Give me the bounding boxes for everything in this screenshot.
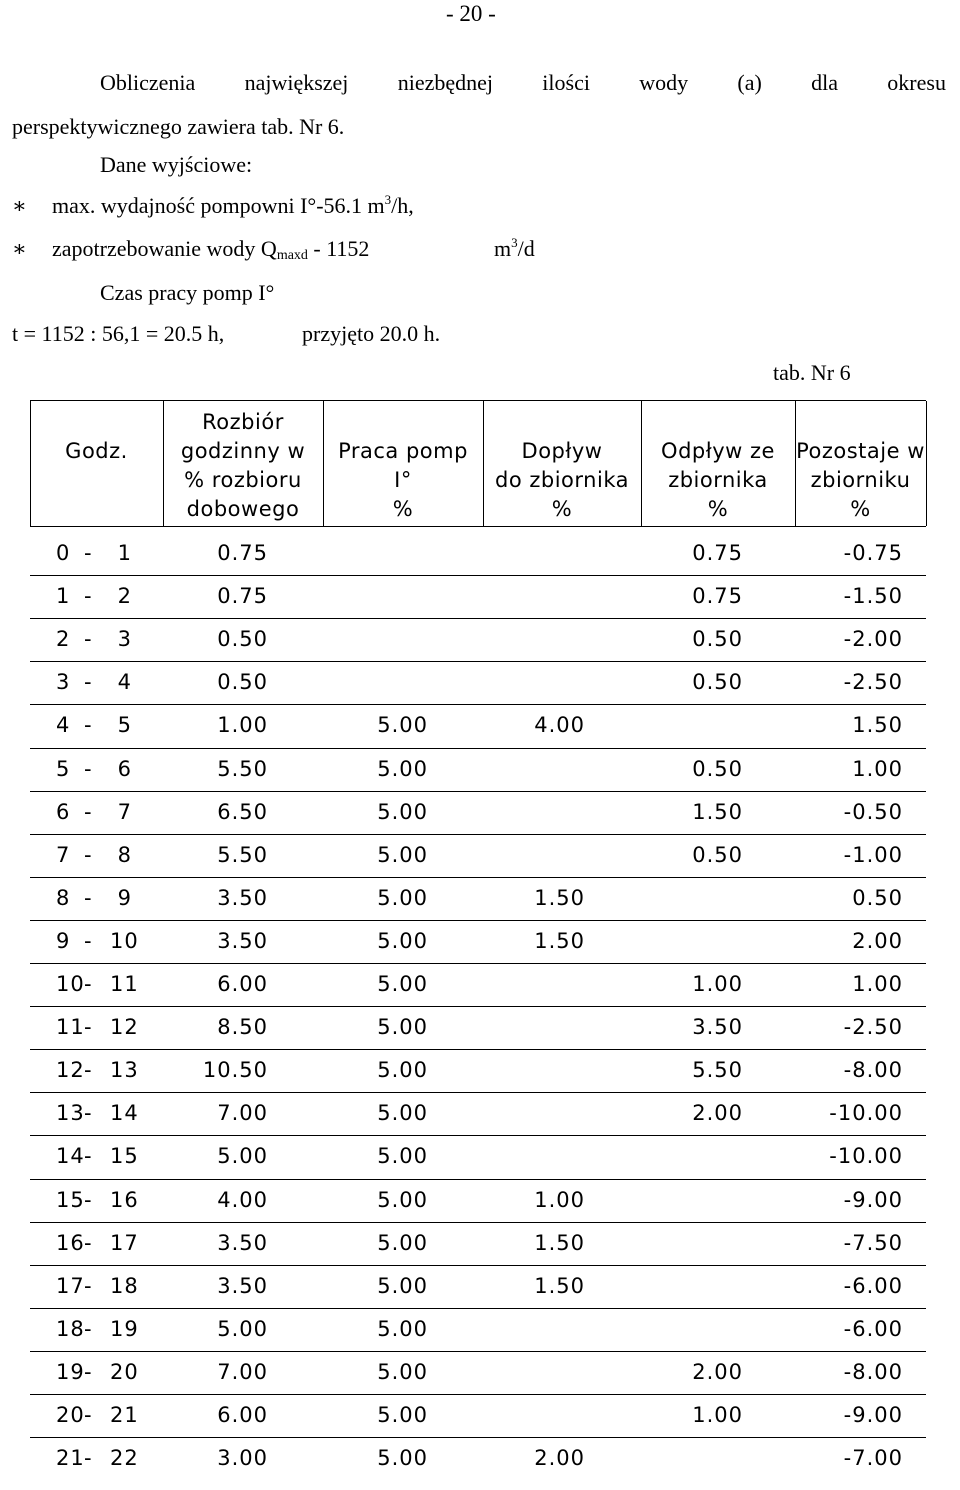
hour-start: 16 — [56, 1230, 85, 1255]
hour-start: 9 — [56, 928, 71, 953]
consumption-cell: 3.50 — [217, 885, 268, 910]
hour-dash: - — [84, 584, 93, 609]
hour-start: 1 — [56, 584, 71, 609]
intro-word: (a) — [737, 70, 762, 95]
hour-dash: - — [84, 972, 93, 996]
bullet-water-demand: zapotrzebowanie wody $Q_{maxd} - 1152$ — [52, 236, 370, 263]
intro-word: wody — [639, 70, 689, 95]
row-divider — [30, 1394, 926, 1395]
table-row — [0, 1232, 960, 1275]
hour-start: 6 — [56, 799, 71, 824]
table-row — [0, 542, 960, 585]
table-row — [0, 1275, 960, 1318]
pump-cell: 5.00 — [377, 972, 428, 996]
remaining-cell: -10.00 — [829, 1144, 903, 1169]
table-label: tab. Nr 6 — [773, 360, 851, 385]
consumption-cell: 3.00 — [217, 1446, 268, 1471]
hour-start: 10 — [56, 972, 85, 996]
consumption-cell: 0.75 — [217, 584, 268, 609]
pump-cell: 5.00 — [377, 713, 428, 738]
hour-end: 17 — [110, 1230, 139, 1255]
consumption-cell: 1.00 — [217, 713, 268, 738]
row-divider — [30, 920, 926, 921]
table-row — [0, 1102, 960, 1145]
inflow-cell: 1.50 — [534, 885, 585, 910]
hour-end: 21 — [110, 1403, 139, 1427]
hour-dash: - — [84, 541, 93, 565]
hour-dash: - — [84, 1446, 93, 1471]
header-outflow: Odpływ ze zbiornika % — [661, 439, 775, 521]
hour-end: 6 — [117, 756, 132, 781]
hour-end: 8 — [117, 842, 132, 867]
pump-cell: 5.00 — [377, 1273, 428, 1298]
pump-cell: 5.00 — [377, 1359, 428, 1384]
hour-end: 20 — [110, 1359, 139, 1384]
table-row — [0, 1059, 960, 1102]
remaining-cell: -9.00 — [843, 1403, 903, 1427]
consumption-cell: 3.50 — [217, 1273, 268, 1298]
pump-cell: 5.00 — [377, 1446, 428, 1471]
remaining-cell: -7.50 — [843, 1230, 903, 1255]
inflow-cell: 4.00 — [534, 713, 585, 738]
table-row — [0, 758, 960, 801]
hour-start: 15 — [56, 1187, 85, 1212]
hour-dash: - — [84, 756, 93, 781]
header-remaining: Pozostaje w zbiorniku % — [796, 439, 925, 521]
hour-dash: - — [84, 1230, 93, 1255]
intro-word: największej — [244, 70, 349, 95]
pump-cell: 5.00 — [377, 1015, 428, 1040]
hour-start: 21 — [56, 1446, 85, 1471]
outflow-cell: 0.75 — [692, 541, 743, 565]
bullet-pump-capacity: max. wydajność pompowni I°-56.1 $m^3/h$, — [52, 192, 414, 218]
row-divider — [30, 575, 926, 576]
row-divider — [30, 704, 926, 705]
accepted-time: przyjęto 20.0 h. — [302, 321, 441, 346]
table-row — [0, 1361, 960, 1404]
row-divider — [30, 791, 926, 792]
pump-cell: 5.00 — [377, 1316, 428, 1341]
pump-cell: 5.00 — [377, 756, 428, 781]
table-row — [0, 801, 960, 844]
row-divider — [30, 661, 926, 662]
consumption-cell: 8.50 — [217, 1015, 268, 1040]
outflow-cell: 0.75 — [692, 584, 743, 609]
row-divider — [30, 1437, 926, 1438]
table-row — [0, 585, 960, 628]
hour-end: 3 — [117, 627, 132, 652]
hour-dash: - — [84, 1144, 93, 1169]
intro-word: Obliczenia — [100, 70, 196, 95]
consumption-cell: 3.50 — [217, 1230, 268, 1255]
hour-dash: - — [84, 1273, 93, 1298]
hour-end: 10 — [110, 928, 139, 953]
remaining-cell: 1.00 — [852, 756, 903, 781]
table-row — [0, 973, 960, 1016]
row-divider — [30, 834, 926, 835]
row-divider — [30, 963, 926, 964]
hour-start: 11 — [56, 1015, 85, 1040]
remaining-cell: -6.00 — [843, 1273, 903, 1298]
hour-dash: - — [84, 842, 93, 867]
table-row — [0, 1404, 960, 1447]
pump-time-heading: Czas pracy pomp I° — [100, 280, 275, 305]
table-row — [0, 628, 960, 671]
hour-dash: - — [84, 1403, 93, 1427]
inflow-cell: 1.50 — [534, 1273, 585, 1298]
consumption-cell: 0.50 — [217, 627, 268, 652]
hour-end: 11 — [110, 972, 139, 996]
pump-cell: 5.00 — [377, 1187, 428, 1212]
hour-end: 14 — [110, 1101, 139, 1126]
outflow-cell: 0.50 — [692, 627, 743, 652]
hour-start: 4 — [56, 713, 71, 738]
input-data-heading: Dane wyjściowe: — [100, 152, 253, 177]
pump-cell: 5.00 — [377, 1403, 428, 1427]
consumption-cell: 7.00 — [217, 1359, 268, 1384]
header-hourly-consumption: Rozbiór godzinny w % rozbioru dobowego — [180, 410, 306, 521]
page-number: - 20 - — [446, 1, 496, 26]
header-inflow: Dopływ do zbiornika % — [495, 439, 629, 521]
intro-line-1 — [100, 70, 946, 96]
hour-start: 12 — [56, 1058, 85, 1083]
hour-end: 9 — [117, 885, 132, 910]
remaining-cell: 2.00 — [852, 928, 903, 953]
consumption-cell: 6.50 — [217, 799, 268, 824]
pump-cell: 5.00 — [377, 842, 428, 867]
row-divider — [30, 1135, 926, 1136]
outflow-cell: 5.50 — [692, 1058, 743, 1083]
hour-end: 4 — [117, 670, 132, 695]
pump-cell: 5.00 — [377, 1058, 428, 1083]
pump-cell: 5.00 — [377, 1230, 428, 1255]
remaining-cell: 1.50 — [852, 713, 903, 738]
hour-dash: - — [84, 1101, 93, 1126]
pump-cell: 5.00 — [377, 799, 428, 824]
consumption-cell: 5.00 — [217, 1316, 268, 1341]
hour-dash: - — [84, 799, 93, 824]
hour-start: 17 — [56, 1273, 85, 1298]
hour-dash: - — [84, 928, 93, 953]
hour-end: 7 — [117, 799, 132, 824]
consumption-cell: 10.50 — [202, 1058, 268, 1083]
hour-dash: - — [84, 713, 93, 738]
consumption-cell: 4.00 — [217, 1187, 268, 1212]
hour-start: 8 — [56, 885, 71, 910]
remaining-cell: -6.00 — [843, 1316, 903, 1341]
outflow-cell: 0.50 — [692, 756, 743, 781]
remaining-cell: -1.50 — [843, 584, 903, 609]
remaining-cell: 1.00 — [852, 972, 903, 996]
table-row — [0, 930, 960, 973]
hour-start: 5 — [56, 756, 71, 781]
table-row — [0, 844, 960, 887]
table-row — [0, 887, 960, 930]
consumption-cell: 5.00 — [217, 1144, 268, 1169]
intro-line-2: perspektywicznego zawiera tab. Nr 6. — [12, 114, 345, 139]
hour-dash: - — [84, 1316, 93, 1341]
consumption-cell: 0.50 — [217, 670, 268, 695]
consumption-cell: 6.00 — [217, 1403, 268, 1427]
outflow-cell: 0.50 — [692, 670, 743, 695]
table-row — [0, 1447, 960, 1490]
remaining-cell: -2.50 — [843, 1015, 903, 1040]
hour-dash: - — [84, 1187, 93, 1212]
inflow-cell: 1.50 — [534, 928, 585, 953]
hour-end: 22 — [110, 1446, 139, 1471]
inflow-cell: 2.00 — [534, 1446, 585, 1471]
hour-dash: - — [84, 1058, 93, 1083]
intro-word: okresu — [887, 70, 946, 95]
remaining-cell: -0.50 — [843, 799, 903, 824]
hour-start: 18 — [56, 1316, 85, 1341]
row-divider — [30, 1179, 926, 1180]
remaining-cell: 0.50 — [852, 885, 903, 910]
pump-cell: 5.00 — [377, 1144, 428, 1169]
row-divider — [30, 1092, 926, 1093]
row-divider — [30, 748, 926, 749]
hour-end: 2 — [117, 584, 132, 609]
row-divider — [30, 877, 926, 878]
hour-start: 13 — [56, 1101, 85, 1126]
remaining-cell: -1.00 — [843, 842, 903, 867]
hour-start: 0 — [56, 541, 71, 565]
table-top-border — [30, 400, 926, 401]
remaining-cell: -7.00 — [843, 1446, 903, 1471]
outflow-cell: 2.00 — [692, 1101, 743, 1126]
hour-dash: - — [84, 1359, 93, 1384]
hour-start: 2 — [56, 627, 71, 652]
time-formula: t = 1152 : 56,1 = 20.5 h, — [12, 321, 225, 346]
table-header-border — [30, 526, 926, 527]
table-row — [0, 1318, 960, 1361]
remaining-cell: -2.50 — [843, 670, 903, 695]
row-divider — [30, 1222, 926, 1223]
hour-start: 20 — [56, 1403, 85, 1427]
inflow-cell: 1.00 — [534, 1187, 585, 1212]
pump-cell: 5.00 — [377, 1101, 428, 1126]
pump-cell: 5.00 — [377, 928, 428, 953]
column-divider — [926, 401, 927, 526]
hour-dash: - — [84, 1015, 93, 1040]
row-divider — [30, 1265, 926, 1266]
hour-start: 19 — [56, 1359, 85, 1384]
remaining-cell: -0.75 — [843, 541, 903, 565]
hour-end: 16 — [110, 1187, 139, 1212]
water-demand-unit: $m^3/d$ — [494, 235, 535, 261]
pump-cell: 5.00 — [377, 885, 428, 910]
table-row — [0, 671, 960, 714]
intro-word: ilości — [542, 70, 590, 95]
outflow-cell: 1.50 — [692, 799, 743, 824]
outflow-cell: 1.00 — [692, 1403, 743, 1427]
hour-dash: - — [84, 885, 93, 910]
row-divider — [30, 1351, 926, 1352]
consumption-cell: 5.50 — [217, 842, 268, 867]
hour-end: 1 — [117, 541, 132, 565]
consumption-cell: 6.00 — [217, 972, 268, 996]
hour-end: 19 — [110, 1316, 139, 1341]
hour-dash: - — [84, 627, 93, 652]
bullet-symbol: ∗ — [12, 193, 27, 218]
remaining-cell: -8.00 — [843, 1359, 903, 1384]
consumption-cell: 5.50 — [217, 756, 268, 781]
outflow-cell: 0.50 — [692, 842, 743, 867]
remaining-cell: -10.00 — [829, 1101, 903, 1126]
hour-end: 12 — [110, 1015, 139, 1040]
hour-start: 14 — [56, 1144, 85, 1169]
hour-end: 18 — [110, 1273, 139, 1298]
remaining-cell: -2.00 — [843, 627, 903, 652]
table-row — [0, 714, 960, 757]
remaining-cell: -9.00 — [843, 1187, 903, 1212]
row-divider — [30, 1308, 926, 1309]
hour-end: 15 — [110, 1144, 139, 1169]
hour-dash: - — [84, 670, 93, 695]
outflow-cell: 2.00 — [692, 1359, 743, 1384]
hour-start: 3 — [56, 670, 71, 695]
header-pump-operation: Praca pomp I° % — [338, 439, 468, 521]
consumption-cell: 3.50 — [217, 928, 268, 953]
hour-end: 5 — [117, 713, 132, 738]
header-hour: Godz. — [65, 439, 128, 463]
row-divider — [30, 618, 926, 619]
hour-start: 7 — [56, 842, 71, 867]
consumption-cell: 0.75 — [217, 541, 268, 565]
row-divider — [30, 1049, 926, 1050]
table-row — [0, 1145, 960, 1188]
row-divider — [30, 1006, 926, 1007]
outflow-cell: 3.50 — [692, 1015, 743, 1040]
bullet-symbol: ∗ — [12, 236, 27, 261]
remaining-cell: -8.00 — [843, 1058, 903, 1083]
hour-end: 13 — [110, 1058, 139, 1083]
table-row — [0, 1189, 960, 1232]
outflow-cell: 1.00 — [692, 972, 743, 996]
intro-word: niezbędnej — [397, 70, 494, 95]
inflow-cell: 1.50 — [534, 1230, 585, 1255]
consumption-cell: 7.00 — [217, 1101, 268, 1126]
table-row — [0, 1016, 960, 1059]
intro-word: dla — [811, 70, 839, 95]
